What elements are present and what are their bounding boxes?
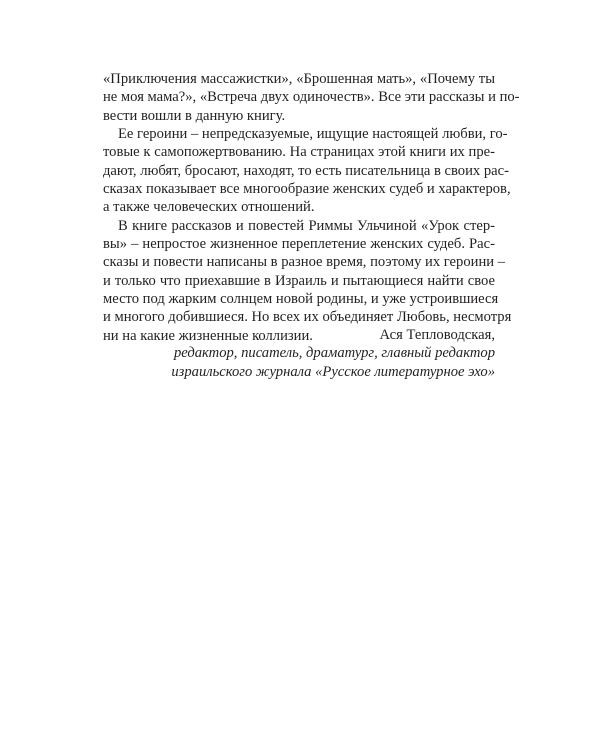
- text-line: сказах показывает все многообразие женских судеб и характеров,: [103, 181, 511, 198]
- text-line: «Приключения массажистки», «Брошенная мать», «Почему ты: [103, 71, 495, 87]
- text-line: и многого добившиеся. Но всех их объединяет Любовь, несмотря: [103, 309, 512, 326]
- body-text: [103, 70, 520, 345]
- text-line: и только что приехавшие в Израиль и пытающиеся найти свое: [103, 272, 495, 289]
- author-name: Ася Тепловодская,: [379, 327, 495, 343]
- author-role: израильского журнала «Русское литературное эхо»: [171, 363, 495, 380]
- text-line: товые к самопожертвованию. На страницах этой книги их пре-: [103, 144, 495, 161]
- paragraph-2: [103, 125, 511, 217]
- text-line: не моя мама?», «Встреча двух одиночеств». Все эти рассказы и по-: [103, 89, 520, 106]
- text-line: ни на какие жизненные коллизии.: [103, 327, 313, 344]
- text-line: Ее героини – непредсказуемые, ищущие настоящей любви, го-: [118, 126, 508, 143]
- signature-block: [171, 326, 495, 381]
- text-line: место под жарким солнцем новой родины, и уже устроившиеся: [103, 291, 499, 308]
- text-line: сказы и повести написаны в разное время, поэтому их героини –: [103, 254, 506, 271]
- text-line: вы» – непростое жизненное переплетение женских судеб. Рас-: [103, 236, 495, 253]
- paragraph-1: [103, 70, 520, 125]
- text-line: дают, любят, бросают, находят, то есть писательница в своих рас-: [103, 162, 509, 179]
- text-line: а также человеческих отношений.: [103, 199, 315, 216]
- text-line: В книге рассказов и повестей Риммы Ульчиной «Урок стер-: [118, 217, 495, 234]
- text-line: вести вошли в данную книгу.: [103, 107, 286, 124]
- author-role: редактор, писатель, драматург, главный редактор: [173, 345, 495, 362]
